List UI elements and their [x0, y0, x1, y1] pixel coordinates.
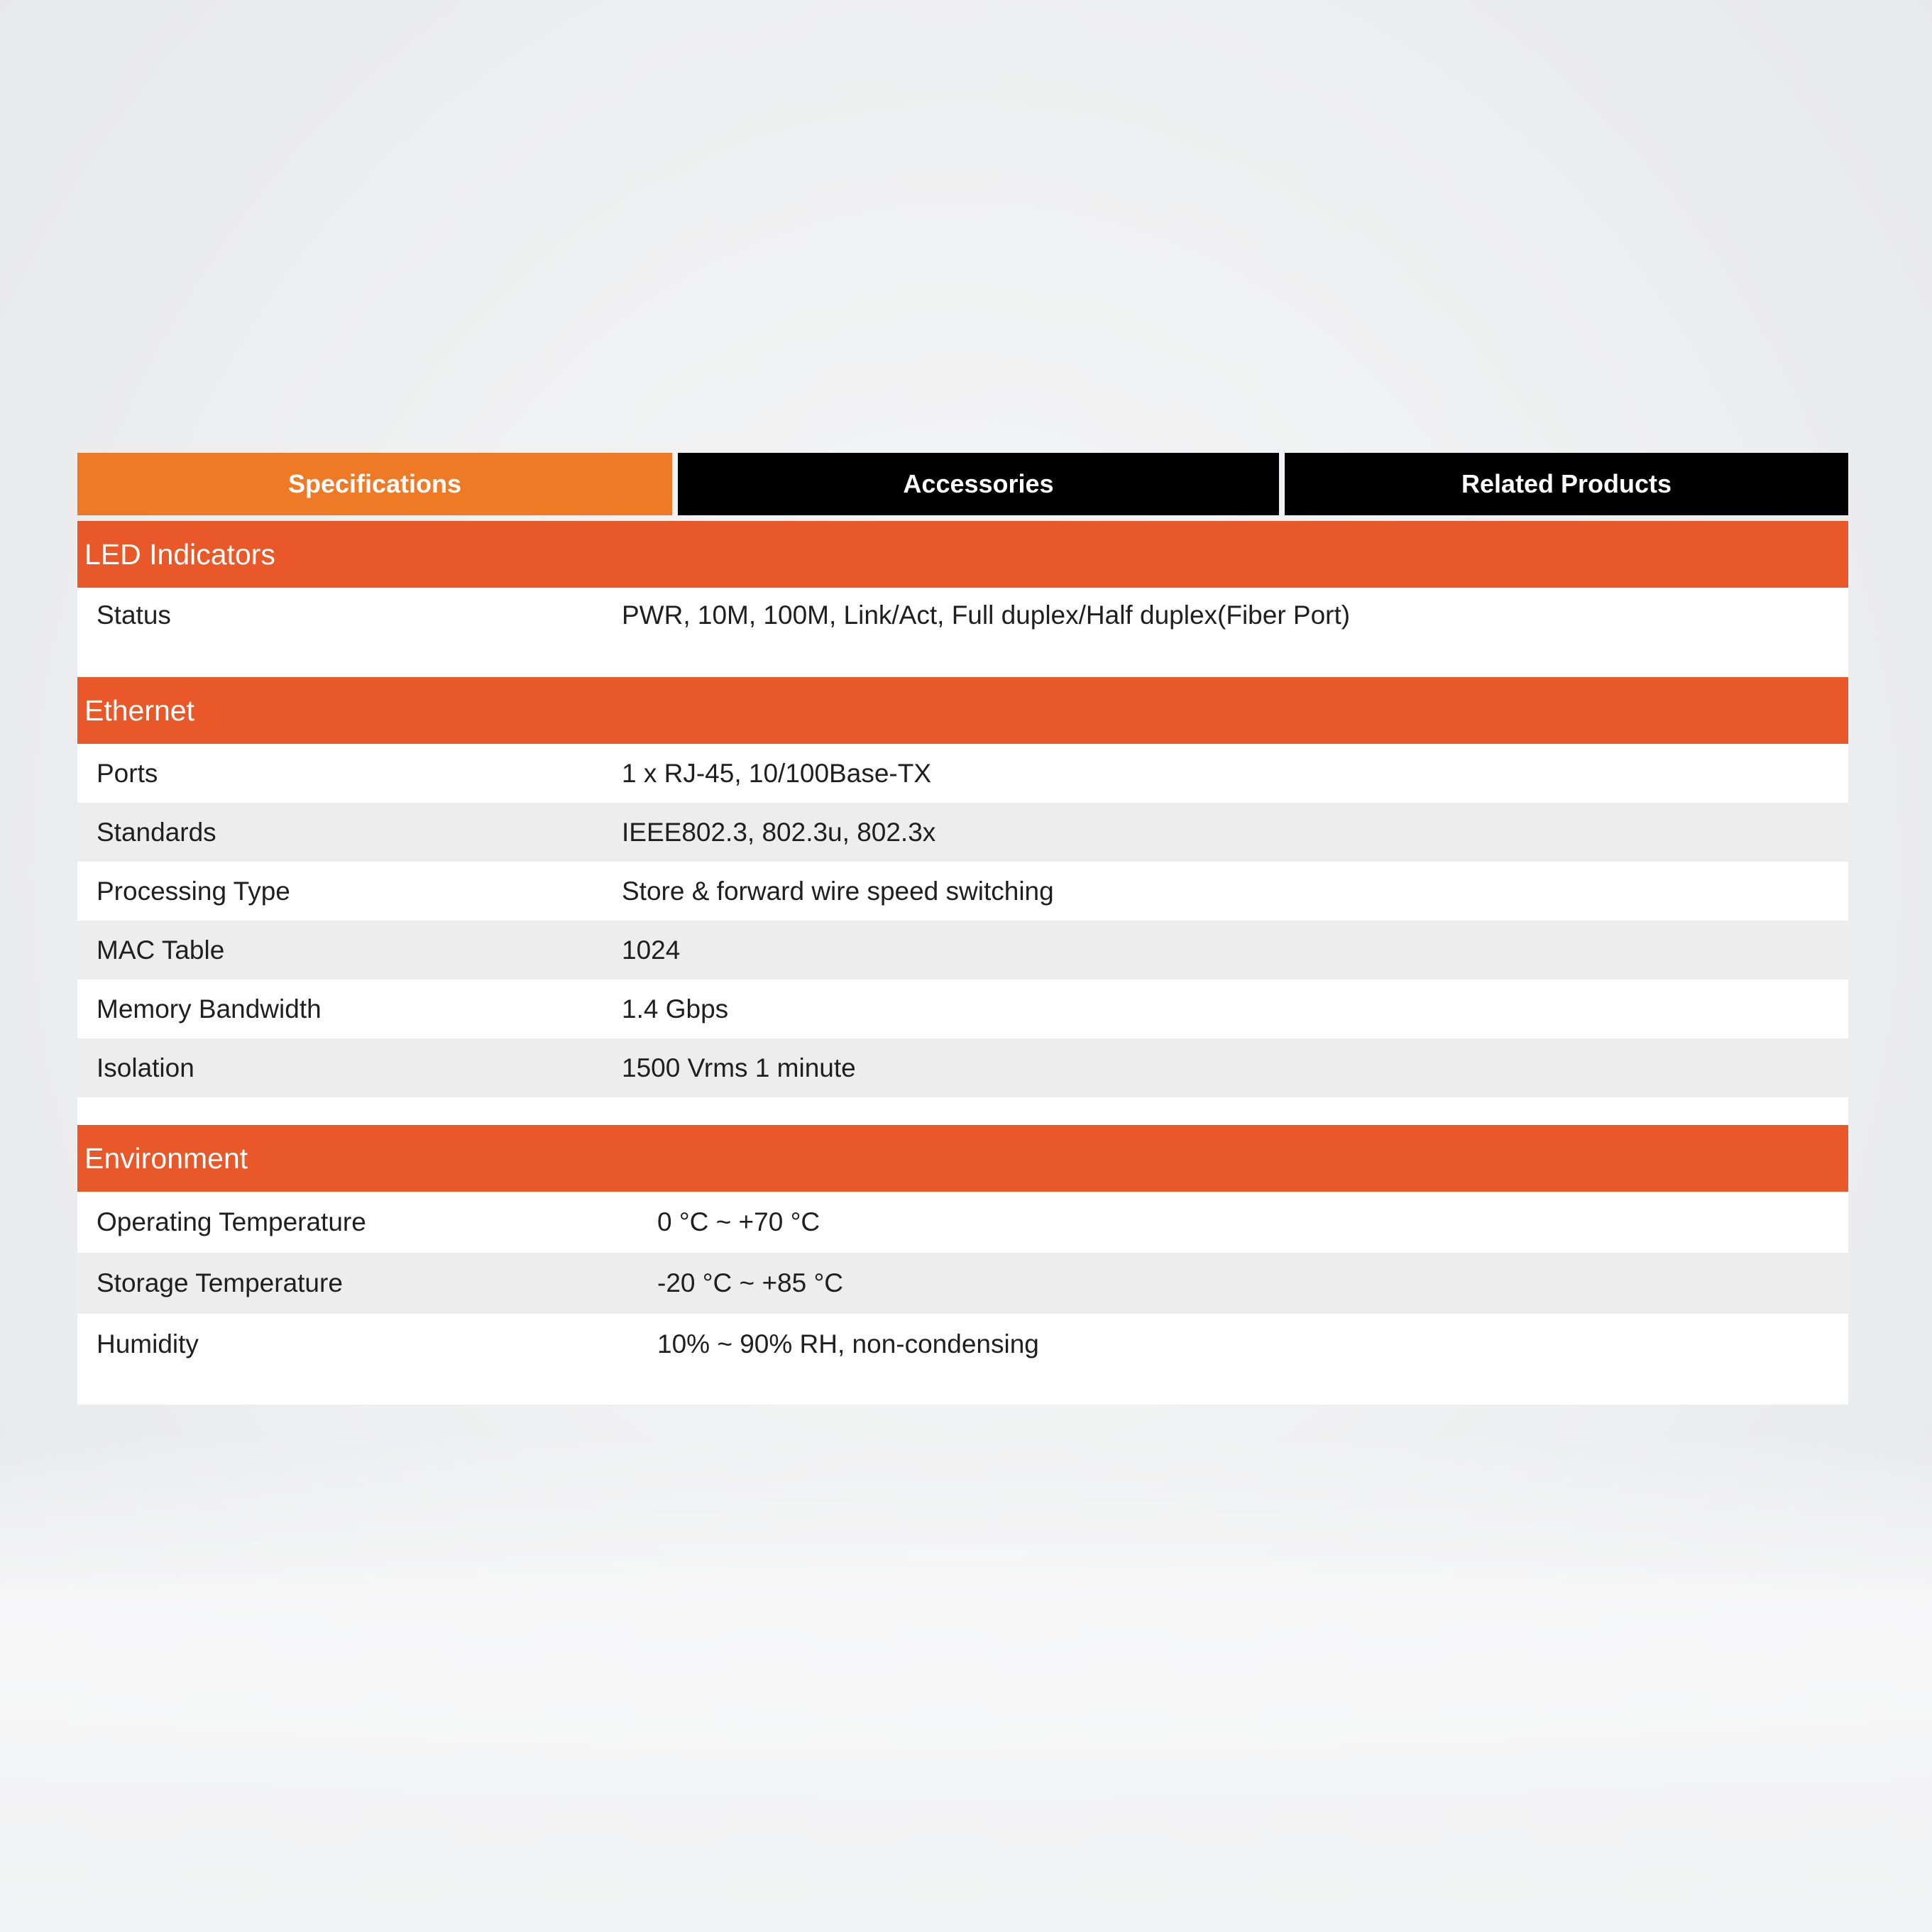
row-value: 1.4 Gbps: [622, 994, 729, 1023]
row-label: Isolation: [97, 1053, 194, 1082]
row-value: 1 x RJ-45, 10/100Base-TX: [622, 758, 931, 788]
specifications-table: [77, 521, 1848, 1405]
tab-specifications[interactable]: Specifications: [77, 453, 672, 515]
table-row: [77, 979, 1848, 1038]
table-row: [77, 1253, 1848, 1314]
row-label: Processing Type: [97, 876, 290, 906]
section-header: Ethernet: [77, 677, 1848, 744]
product-tabs-panel: [77, 453, 1848, 1405]
row-label: Storage Temperature: [97, 1268, 343, 1297]
row-value: IEEE802.3, 802.3u, 802.3x: [622, 817, 936, 847]
row-label: MAC Table: [97, 935, 225, 965]
row-value: 10% ~ 90% RH, non-condensing: [657, 1329, 1039, 1359]
section-environment: [77, 1125, 1848, 1405]
section-header: Environment: [77, 1125, 1848, 1192]
row-value: Store & forward wire speed switching: [622, 876, 1054, 906]
row-value: PWR, 10M, 100M, Link/Act, Full duplex/Half duplex(Fiber Port): [622, 600, 1351, 630]
table-row: [77, 1192, 1848, 1253]
section-spacer: [77, 650, 1848, 677]
section-spacer: [77, 1097, 1848, 1125]
table-row: [77, 1038, 1848, 1097]
row-value: 0 °C ~ +70 °C: [657, 1207, 820, 1236]
table-row: [77, 1314, 1848, 1375]
tab-related-products[interactable]: Related Products: [1285, 453, 1848, 515]
tab-bar: [77, 453, 1848, 515]
section-ethernet: [77, 677, 1848, 1125]
row-label: Standards: [97, 817, 216, 847]
section-led-indicators: [77, 521, 1848, 677]
tab-accessories[interactable]: Accessories: [678, 453, 1279, 515]
row-value: -20 °C ~ +85 °C: [657, 1268, 843, 1297]
row-label: Humidity: [97, 1329, 199, 1359]
table-row: [77, 921, 1848, 979]
row-label: Status: [97, 600, 171, 630]
table-row: [77, 588, 1848, 650]
section-header: LED Indicators: [77, 521, 1848, 588]
table-row: [77, 744, 1848, 803]
row-label: Memory Bandwidth: [97, 994, 322, 1023]
background-floor: [0, 1434, 1932, 1932]
row-value: 1024: [622, 935, 681, 965]
section-spacer: [77, 1375, 1848, 1405]
table-row: [77, 803, 1848, 862]
table-row: [77, 862, 1848, 921]
row-value: 1500 Vrms 1 minute: [622, 1053, 856, 1082]
row-label: Ports: [97, 758, 158, 788]
row-label: Operating Temperature: [97, 1207, 366, 1236]
